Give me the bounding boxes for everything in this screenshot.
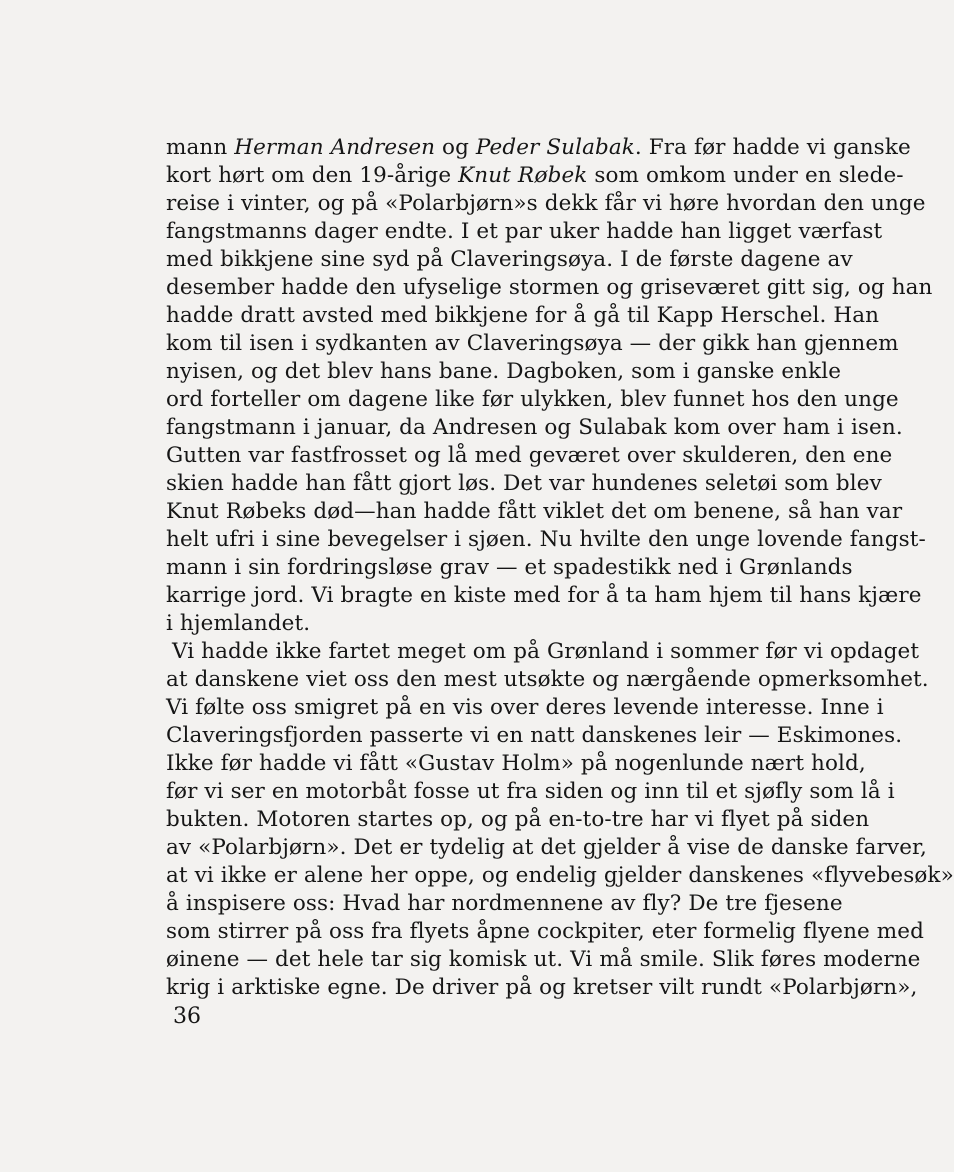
text-line xyxy=(166,918,924,946)
text-line xyxy=(166,442,893,470)
text-line xyxy=(166,498,903,526)
text-line xyxy=(166,134,911,162)
text-run: desember hadde den ufyselige stormen og griseværet gitt sig, og han xyxy=(166,275,933,300)
text-run: som stirrer på oss fra flyets åpne cockpiter, eter formelig flyene med xyxy=(166,919,924,944)
text-line xyxy=(166,610,310,638)
text-run: å inspisere oss: Hvad har nordmennene av fly? De tre fjesene xyxy=(166,891,843,916)
text-line xyxy=(166,218,883,246)
text-line xyxy=(166,470,882,498)
text-line xyxy=(166,190,926,218)
text-run: hadde dratt avsted med bikkjene for å gå til Kapp Herschel. Han xyxy=(166,303,880,328)
text-run: Knut Røbeks død—han hadde fått viklet det om benene, så han var xyxy=(166,499,903,524)
text-run: Vi følte oss smigret på en vis over deres levende interesse. Inne i xyxy=(166,695,884,720)
text-line xyxy=(166,694,884,722)
text-run: øinene — det hele tar sig komisk ut. Vi må smile. Slik føres moderne xyxy=(166,947,921,972)
text-run: før vi ser en motorbåt fosse ut fra siden og inn til et sjøfly som lå i xyxy=(166,779,895,804)
text-line xyxy=(166,526,926,554)
text-run: at danskene viet oss den mest utsøkte og nærgående opmerksomhet. xyxy=(166,667,929,692)
text-line xyxy=(172,638,920,666)
text-run: bukten. Motoren startes op, og på en-to-tre har vi flyet på siden xyxy=(166,807,870,832)
text-line xyxy=(166,862,954,890)
text-run: kort hørt om den 19-årige xyxy=(166,163,459,188)
text-run: Ikke før hadde vi fått «Gustav Holm» på nogenlunde nært hold, xyxy=(166,751,866,776)
text-line xyxy=(166,750,866,778)
text-run: skien hadde han fått gjort løs. Det var hundenes seletøi som blev xyxy=(166,471,882,496)
text-line xyxy=(166,582,922,610)
text-run: av «Polarbjørn». Det er tydelig at det gjelder å vise de danske farver, xyxy=(166,835,927,860)
text-run: mann xyxy=(166,135,235,160)
text-run: helt ufri i sine bevegelser i sjøen. Nu hvilte den unge lovende fangst- xyxy=(166,527,926,552)
text-run: karrige jord. Vi bragte en kiste med for å ta ham hjem til hans kjære xyxy=(166,583,922,608)
text-line xyxy=(166,358,842,386)
text-line xyxy=(166,302,880,330)
text-line xyxy=(166,890,843,918)
text-run: Gutten var fastfrosset og lå med geværet over skulderen, den ene xyxy=(166,443,893,468)
text-run: Claveringsfjorden passerte vi en natt danskenes leir — Eskimones. xyxy=(166,723,903,748)
italic-name: Peder Sulabak xyxy=(475,135,635,160)
text-run: fangstmann i januar, da Andresen og Sulabak kom over ham i isen. xyxy=(166,415,903,440)
text-run: ord forteller om dagene like før ulykken, blev funnet hos den unge xyxy=(166,387,899,412)
text-run: Vi hadde ikke fartet meget om på Grønland i sommer før vi opdaget xyxy=(172,639,920,664)
text-line xyxy=(166,414,903,442)
text-line xyxy=(166,946,921,974)
text-run: som omkom under en slede- xyxy=(587,163,904,188)
text-line xyxy=(166,666,929,694)
italic-name: Herman Andresen xyxy=(234,135,436,160)
text-run: mann i sin fordringsløse grav — et spadestikk ned i Grønlands xyxy=(166,555,853,580)
text-run: krig i arktiske egne. De driver på og kretser vilt rundt «Polarbjørn», xyxy=(166,975,918,1000)
text-line xyxy=(166,722,903,750)
text-line xyxy=(166,246,853,274)
text-run: . Fra før hadde vi ganske xyxy=(634,135,911,160)
text-line xyxy=(166,330,899,358)
text-line xyxy=(166,974,918,1002)
text-line xyxy=(166,778,895,806)
text-line xyxy=(166,806,870,834)
text-run: med bikkjene sine syd på Claveringsøya. I de første dagene av xyxy=(166,247,853,272)
text-run: nyisen, og det blev hans bane. Dagboken, som i ganske enkle xyxy=(166,359,842,384)
italic-name: Knut Røbek xyxy=(458,163,588,188)
text-run: og xyxy=(435,135,476,160)
text-line xyxy=(166,386,899,414)
text-line xyxy=(166,274,933,302)
text-run: reise i vinter, og på «Polarbjørn»s dekk får vi høre hvordan den unge xyxy=(166,191,926,216)
text-run: kom til isen i sydkanten av Claveringsøya — der gikk han gjennem xyxy=(166,331,899,356)
text-run: at vi ikke er alene her oppe, og endelig gjelder danskenes «flyvebesøk» xyxy=(166,863,954,888)
text-line xyxy=(166,554,853,582)
text-line xyxy=(166,162,904,190)
text-run: fangstmanns dager endte. I et par uker hadde han ligget værfast xyxy=(166,219,883,244)
page-number: 36 xyxy=(173,1004,201,1029)
text-run: i hjemlandet. xyxy=(166,611,311,636)
text-line xyxy=(166,834,927,862)
